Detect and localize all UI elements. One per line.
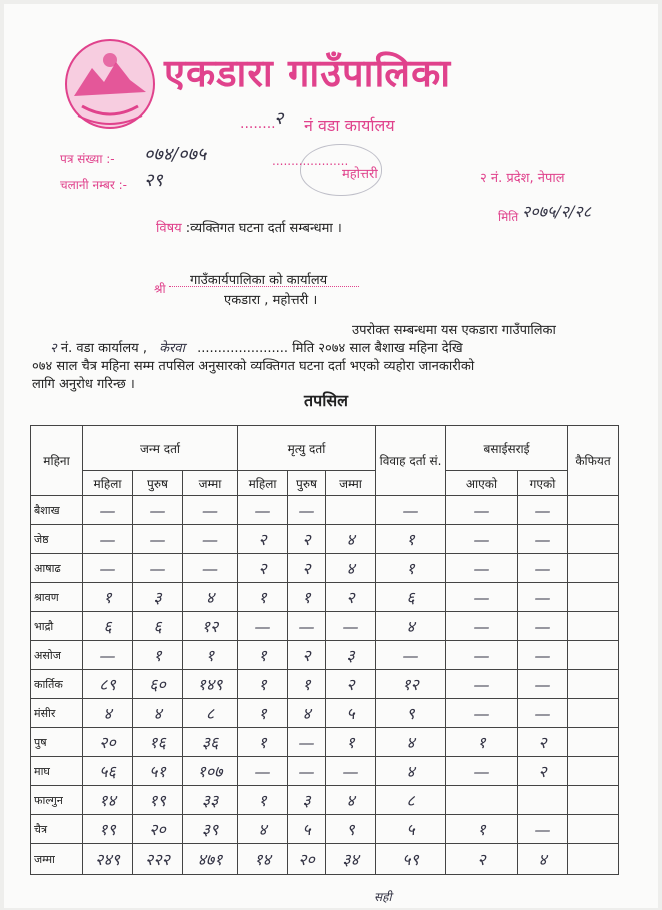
cell-death-total: ४: [326, 786, 376, 815]
table-row: [31, 641, 619, 670]
cell-migration-in: —: [446, 525, 518, 554]
cell-month: जेष्ठ: [31, 525, 83, 554]
cell-birth-female: —: [83, 496, 133, 525]
header-death: मृत्यु दर्ता: [238, 426, 376, 471]
district-line: ....................: [272, 154, 349, 168]
cell-month: मंसीर: [31, 699, 83, 728]
cell-birth-female: २४९: [83, 844, 133, 875]
header-death-male: पुरुष: [288, 471, 326, 496]
cell-birth-male: ५१: [133, 757, 183, 786]
table-row: [31, 728, 619, 757]
cell-birth-male: २२२: [133, 844, 183, 875]
addressee-dotted-line: [169, 286, 359, 287]
cell-marriage: ५९: [376, 844, 446, 875]
cell-death-total: ३४: [326, 844, 376, 875]
cell-remarks: [568, 670, 619, 699]
cell-death-male: ३: [288, 786, 326, 815]
cell-birth-total: —: [183, 525, 238, 554]
subject-line: [156, 218, 342, 236]
cell-death-male: —: [288, 496, 326, 525]
cell-birth-female: १९: [83, 815, 133, 844]
letter-page: [4, 4, 658, 908]
cell-marriage: ४: [376, 728, 446, 757]
ward-number-handwritten: २: [274, 108, 284, 129]
cell-death-male: १: [288, 583, 326, 612]
cell-birth-male: ३: [133, 583, 183, 612]
body-line-1: उपरोक्त सम्बन्धमा यस एकडारा गाउँपालिका: [352, 323, 556, 338]
cell-month: फाल्गुन: [31, 786, 83, 815]
header-migration-in: आएको: [446, 471, 518, 496]
cell-marriage: १२: [376, 670, 446, 699]
cell-birth-male: १: [133, 641, 183, 670]
cell-migration-out: —: [518, 554, 568, 583]
cell-migration-in: —: [446, 641, 518, 670]
cell-birth-female: —: [83, 554, 133, 583]
cell-death-female: १: [238, 728, 288, 757]
cell-migration-out: २: [518, 728, 568, 757]
cell-death-female: १: [238, 641, 288, 670]
cell-remarks: [568, 525, 619, 554]
body-dotted: ......................: [197, 341, 289, 356]
cell-migration-out: —: [518, 612, 568, 641]
patra-value: ०७४/०७५: [144, 144, 207, 165]
cell-migration-out: ४: [518, 844, 568, 875]
table-total-row: [31, 844, 619, 875]
cell-migration-out: —: [518, 699, 568, 728]
table-row: [31, 583, 619, 612]
cell-month: चैत्र: [31, 815, 83, 844]
cell-birth-total: ३६: [183, 728, 238, 757]
cell-death-female: २: [238, 525, 288, 554]
cell-birth-total: —: [183, 496, 238, 525]
cell-remarks: [568, 583, 619, 612]
cell-remarks: [568, 786, 619, 815]
table-row: [31, 554, 619, 583]
subject-label: विषय: [156, 221, 182, 236]
cell-birth-female: ६: [83, 612, 133, 641]
cell-migration-out: —: [518, 815, 568, 844]
addressee-line-1: गाउँकार्यपालिका को कार्यालय: [190, 273, 328, 288]
cell-death-male: २: [288, 641, 326, 670]
table-row: [31, 496, 619, 525]
body-date-prefix: मिति: [292, 341, 315, 356]
cell-marriage: ८: [376, 786, 446, 815]
district-name: महोत्तरी: [342, 167, 378, 182]
cell-death-total: [326, 496, 376, 525]
cell-marriage: —: [376, 496, 446, 525]
cell-death-male: —: [288, 728, 326, 757]
header-remarks: कैफियत: [568, 426, 619, 496]
cell-death-male: २: [288, 554, 326, 583]
cell-birth-total: ४७१: [183, 844, 238, 875]
cell-marriage: ९: [376, 699, 446, 728]
header-migration-out: गएको: [518, 471, 568, 496]
cell-death-female: २: [238, 554, 288, 583]
cell-marriage: —: [376, 641, 446, 670]
cell-migration-in: [446, 786, 518, 815]
cell-birth-total: १: [183, 641, 238, 670]
cell-death-total: ९: [326, 815, 376, 844]
province-name: २ नं. प्रदेश, नेपाल: [480, 171, 565, 186]
cell-birth-male: —: [133, 496, 183, 525]
cell-death-female: १: [238, 670, 288, 699]
header-migration: बसाईसराई: [446, 426, 568, 471]
cell-migration-in: —: [446, 670, 518, 699]
cell-birth-female: —: [83, 525, 133, 554]
cell-migration-in: —: [446, 554, 518, 583]
cell-birth-total: —: [183, 554, 238, 583]
body-place-handwritten: केरवा: [159, 341, 185, 356]
cell-month: माघ: [31, 757, 83, 786]
cell-birth-male: १६: [133, 728, 183, 757]
cell-birth-male: ६०: [133, 670, 183, 699]
cell-birth-female: १४: [83, 786, 133, 815]
cell-month: असोज: [31, 641, 83, 670]
patra-label: पत्र संख्या :-: [60, 152, 115, 166]
cell-remarks: [568, 496, 619, 525]
cell-remarks: [568, 699, 619, 728]
cell-death-female: १: [238, 786, 288, 815]
cell-month: बैशाख: [31, 496, 83, 525]
header-birth-female: महिला: [83, 471, 133, 496]
cell-death-female: १४: [238, 844, 288, 875]
cell-migration-in: —: [446, 612, 518, 641]
cell-month: श्रावण: [31, 583, 83, 612]
cell-month: जम्मा: [31, 844, 83, 875]
cell-death-male: ५: [288, 815, 326, 844]
cell-death-male: —: [288, 757, 326, 786]
cell-birth-total: ३९: [183, 815, 238, 844]
cell-migration-out: —: [518, 641, 568, 670]
cell-marriage: १: [376, 525, 446, 554]
cell-month: पुष: [31, 728, 83, 757]
body-ward-number: २: [50, 341, 57, 356]
cell-remarks: [568, 815, 619, 844]
cell-birth-total: १०७: [183, 757, 238, 786]
ward-office-title: नं वडा कार्यालय: [304, 116, 395, 135]
body-line-3: ०७४ साल चैत्र महिना सम्म तपसिल अनुसारको व्यक्तिगत घटना दर्ता भएको व्यहोरा जानकारीको: [32, 359, 475, 374]
cell-birth-female: ८९: [83, 670, 133, 699]
cell-death-total: ५: [326, 699, 376, 728]
cell-month: आषाढ: [31, 554, 83, 583]
ward-number-line: ........: [240, 116, 276, 132]
miti-label: मिति: [498, 210, 519, 224]
cell-remarks: [568, 612, 619, 641]
cell-marriage: १: [376, 554, 446, 583]
cell-birth-total: ३३: [183, 786, 238, 815]
header-birth: जन्म दर्ता: [83, 426, 238, 471]
cell-birth-male: —: [133, 525, 183, 554]
table-row: [31, 699, 619, 728]
cell-migration-out: —: [518, 670, 568, 699]
cell-death-male: —: [288, 612, 326, 641]
table-row: [31, 525, 619, 554]
cell-month: कार्तिक: [31, 670, 83, 699]
cell-month: भाद्रौ: [31, 612, 83, 641]
cell-marriage: ६: [376, 583, 446, 612]
cell-migration-out: २: [518, 757, 568, 786]
table-row: [31, 612, 619, 641]
cell-death-total: ४: [326, 525, 376, 554]
header-death-female: महिला: [238, 471, 288, 496]
table-row: [31, 815, 619, 844]
cell-death-male: १: [288, 670, 326, 699]
table-row: [31, 786, 619, 815]
cell-death-total: ४: [326, 554, 376, 583]
cell-death-male: ४: [288, 699, 326, 728]
cell-birth-male: ४: [133, 699, 183, 728]
cell-migration-out: [518, 786, 568, 815]
body-line-4: लागि अनुरोध गरिन्छ ।: [32, 377, 135, 392]
body-ward-text: नं. वडा कार्यालय ,: [60, 341, 147, 356]
signature: सही: [374, 890, 392, 904]
cell-birth-male: २०: [133, 815, 183, 844]
cell-birth-female: ५६: [83, 757, 133, 786]
cell-migration-in: २: [446, 844, 518, 875]
cell-migration-in: —: [446, 699, 518, 728]
cell-death-total: २: [326, 583, 376, 612]
cell-death-female: ४: [238, 815, 288, 844]
event-registration-table: [30, 425, 619, 875]
cell-remarks: [568, 554, 619, 583]
cell-death-male: २०: [288, 844, 326, 875]
cell-marriage: ५: [376, 815, 446, 844]
cell-death-male: २: [288, 525, 326, 554]
cell-birth-male: ६: [133, 612, 183, 641]
chalani-label: चलानी नम्बर :-: [60, 178, 127, 192]
cell-birth-total: ४: [183, 583, 238, 612]
addressee-prefix: श्री: [154, 282, 166, 296]
header-month: महिना: [31, 426, 83, 496]
miti-value: २०७५/२/२८: [522, 202, 592, 221]
cell-birth-female: २०: [83, 728, 133, 757]
table-heading: तपसिल: [304, 391, 349, 410]
cell-birth-female: ४: [83, 699, 133, 728]
cell-death-female: १: [238, 583, 288, 612]
chalani-value: २९: [144, 170, 163, 191]
cell-death-female: —: [238, 757, 288, 786]
cell-death-female: १: [238, 699, 288, 728]
office-title: एकडारा गाउँपालिका: [164, 51, 452, 95]
subject-text: :व्यक्तिगत घटना दर्ता सम्बन्धमा ।: [185, 221, 342, 236]
cell-migration-out: —: [518, 496, 568, 525]
cell-migration-in: —: [446, 496, 518, 525]
table-row: [31, 757, 619, 786]
cell-death-total: १: [326, 728, 376, 757]
cell-death-female: —: [238, 496, 288, 525]
cell-death-total: —: [326, 757, 376, 786]
letter-body: [32, 322, 632, 394]
body-line-2-tail: २०७४ साल बैशाख महिना देखि: [318, 341, 463, 356]
cell-migration-in: १: [446, 815, 518, 844]
header-marriage: विवाह दर्ता सं.: [376, 426, 446, 496]
cell-birth-total: १४९: [183, 670, 238, 699]
cell-birth-total: १२: [183, 612, 238, 641]
cell-migration-out: —: [518, 583, 568, 612]
nepal-emblem-icon: [60, 32, 160, 136]
cell-migration-in: —: [446, 757, 518, 786]
cell-remarks: [568, 641, 619, 670]
header-birth-male: पुरुष: [133, 471, 183, 496]
cell-migration-out: —: [518, 525, 568, 554]
cell-marriage: ४: [376, 612, 446, 641]
cell-marriage: ४: [376, 757, 446, 786]
cell-birth-female: १: [83, 583, 133, 612]
header-birth-total: जम्मा: [183, 471, 238, 496]
cell-migration-in: १: [446, 728, 518, 757]
cell-remarks: [568, 844, 619, 875]
cell-birth-female: —: [83, 641, 133, 670]
header-death-total: जम्मा: [326, 471, 376, 496]
cell-birth-male: —: [133, 554, 183, 583]
body-line-2: [32, 340, 632, 358]
table-row: [31, 670, 619, 699]
cell-death-total: ३: [326, 641, 376, 670]
cell-remarks: [568, 728, 619, 757]
cell-death-total: २: [326, 670, 376, 699]
cell-death-female: —: [238, 612, 288, 641]
cell-remarks: [568, 757, 619, 786]
addressee-line-2: एकडारा , महोत्तरी ।: [224, 293, 318, 308]
cell-birth-total: ८: [183, 699, 238, 728]
cell-migration-in: —: [446, 583, 518, 612]
cell-death-total: —: [326, 612, 376, 641]
cell-birth-male: १९: [133, 786, 183, 815]
